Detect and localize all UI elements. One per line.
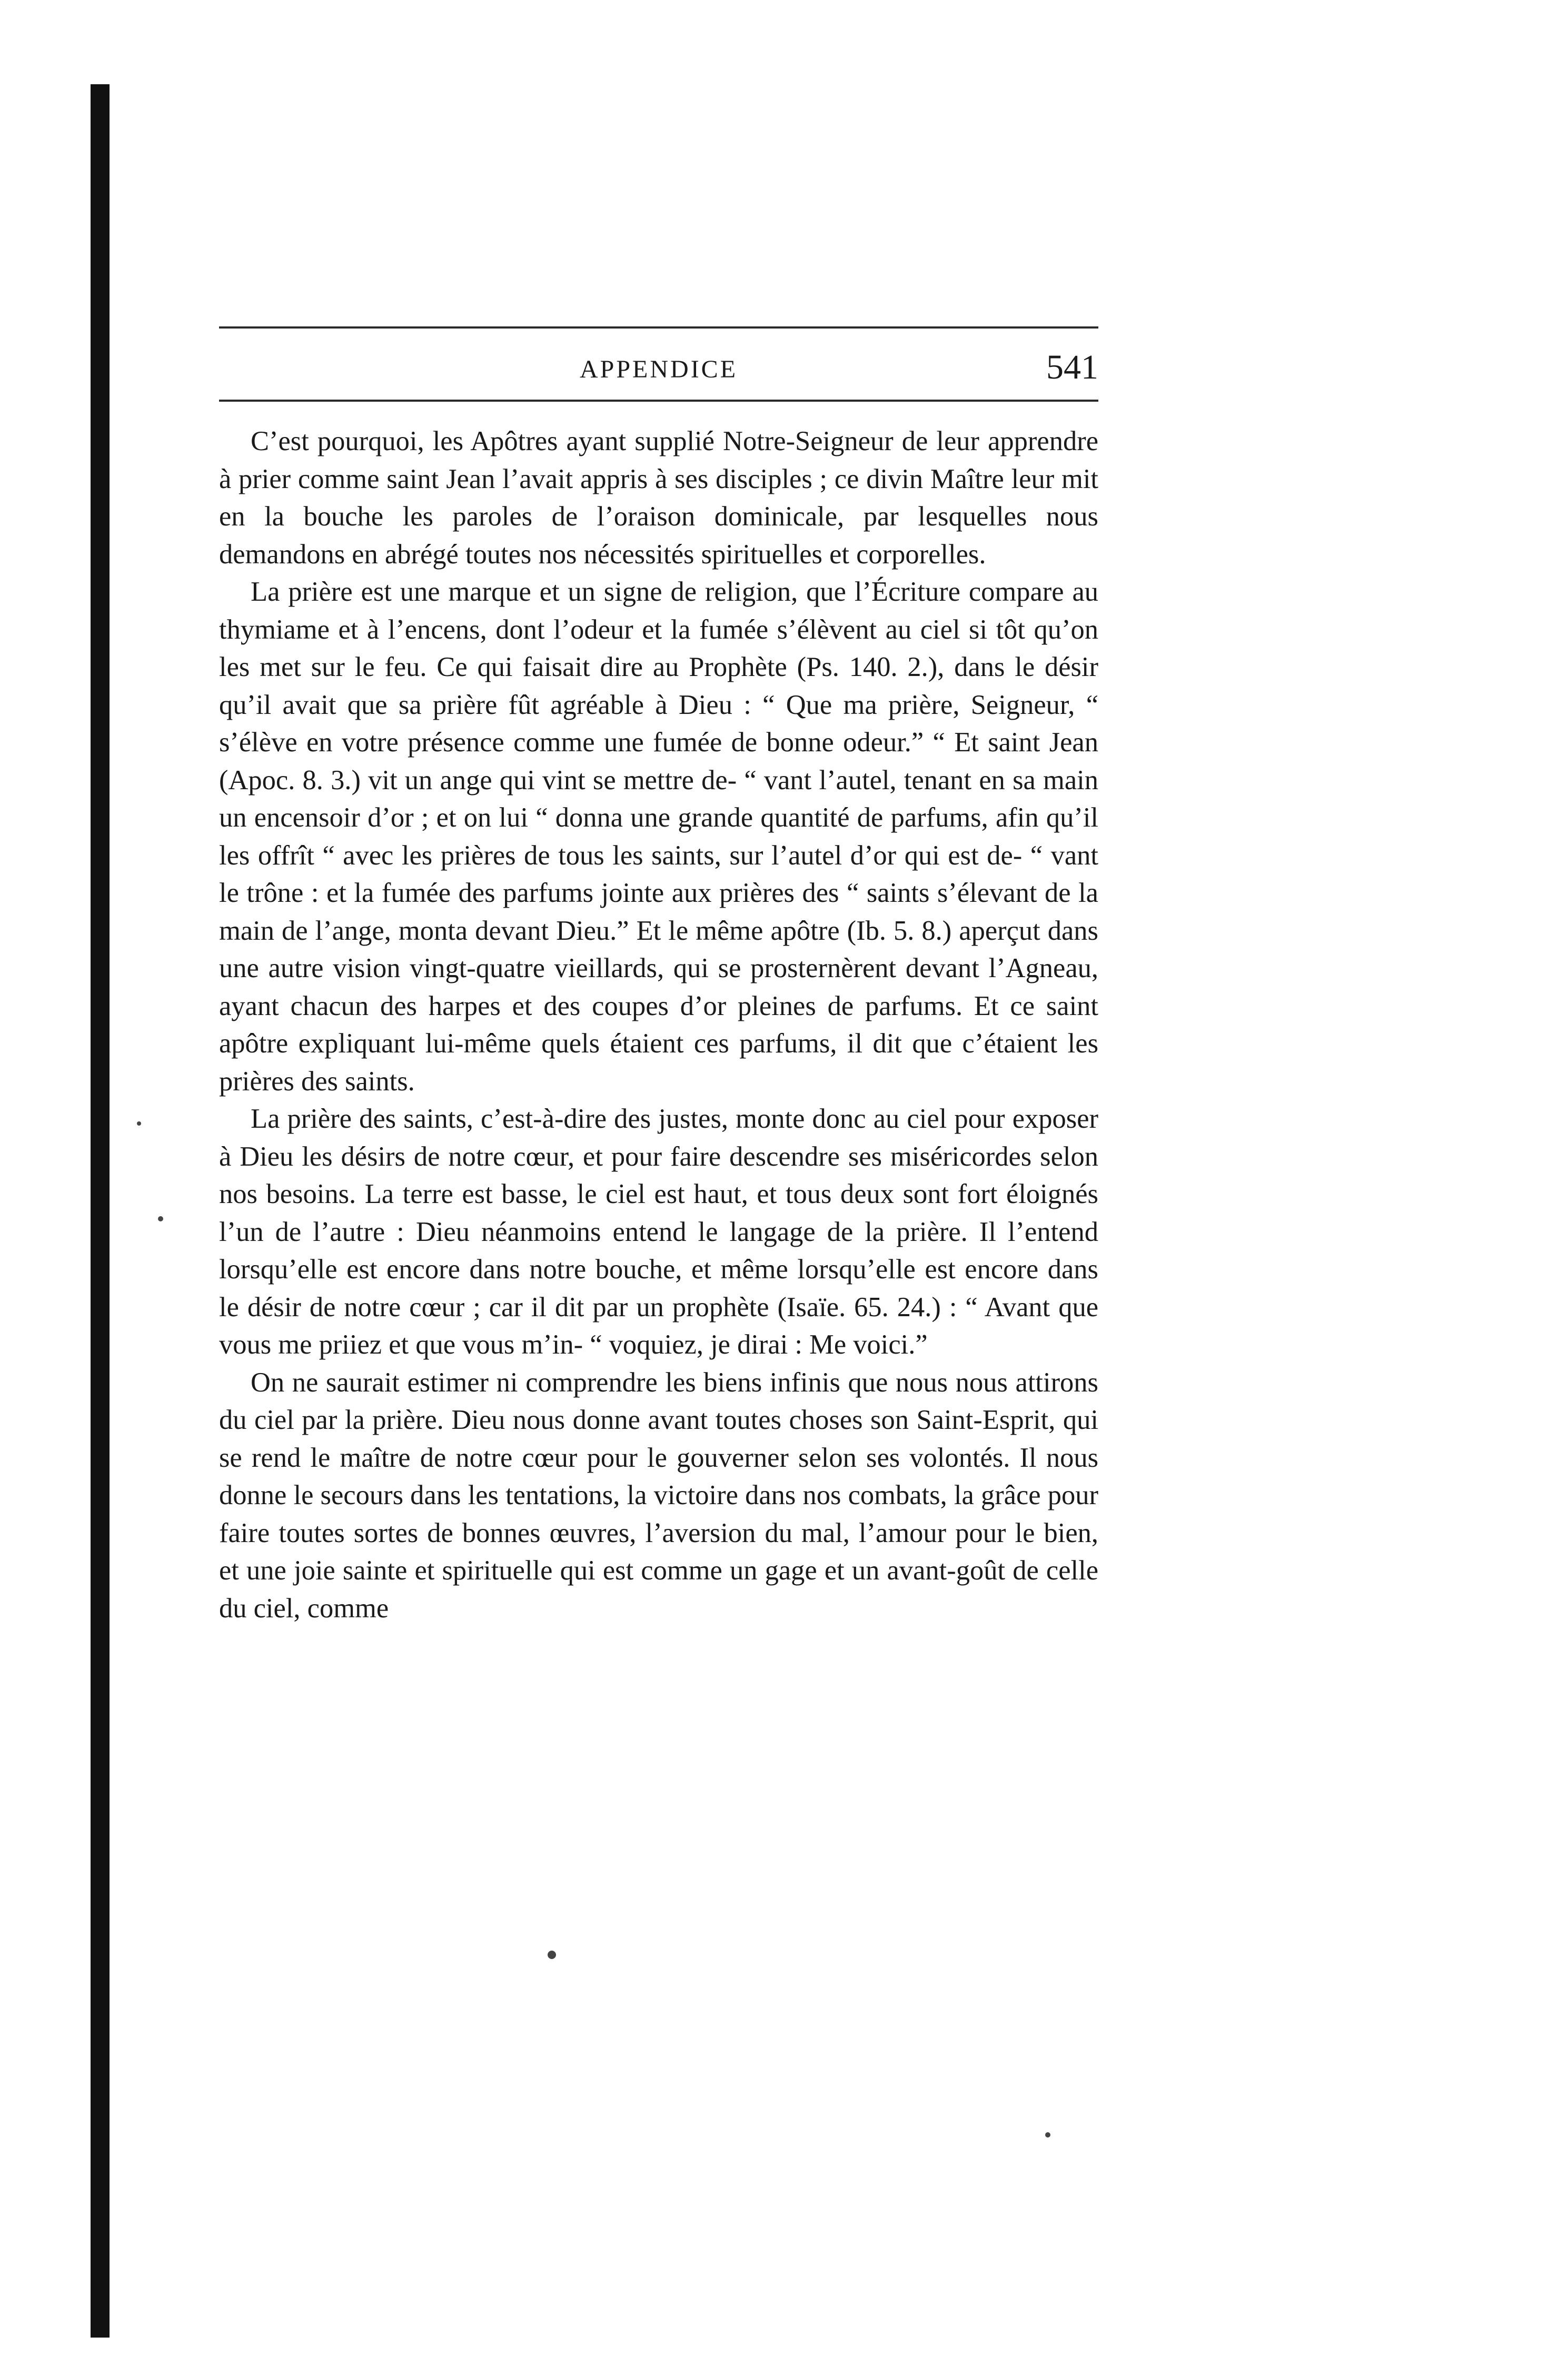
running-header [219,329,1098,400]
paragraph: C’est pourquoi, les Apôtres ayant supplié Notre-Seigneur de leur apprendre à prier comme saint Jean l’avait appris à ses disciples ; ce divin Maître leur mit en la bouche les paroles de l’oraison dominicale, par lesquelles nous demandons en abrégé toutes nos nécessités spirituelles et corporelles. [219,426,1098,570]
print-speck [548,1951,556,1959]
book-page [219,326,1098,1627]
paragraph: La prière est une marque et un signe de religion, que l’Écriture compare au thymiame et à l’encens, dont l’odeur et la fumée s’élèvent au ciel si tôt qu’on les met sur le feu. Ce qui faisait dire au Prophète (Ps. 140. 2.), dans le désir qu’il avait que sa prière fût agréable à Dieu : “ Que ma prière, Seigneur, “ s’élève en votre présence comme une fumée de bonne odeur.” “ Et saint Jean (Apoc. 8. 3.) vit un ange qui vint se mettre de- “ vant l’autel, tenant en sa main un encensoir d’or ; et on lui “ donna une grande quantité de parfums, afin qu’il les offrît “ avec les prières de tous les saints, sur l’autel d’or qui est de- “ vant le trône : et la fumée des parfums jointe aux prières des “ saints s’élevant de la main de l’ange, monta devant Dieu.” Et le même apôtre (Ib. 5. 8.) aperçut dans une autre vision vingt-quatre vieillards, qui se prosternèrent devant l’Agneau, ayant chacun des harpes et des coupes d’or pleines de parfums. Et ce saint apôtre expliquant lui-même quels étaient ces parfums, il dit que c’étaient les prières des saints. [219,576,1098,1097]
print-speck [137,1121,141,1126]
paragraph: On ne saurait estimer ni comprendre les biens infinis que nous nous attirons du ciel par la prière. Dieu nous donne avant toutes choses son Saint-Esprit, qui se rend le maître de notre cœur pour le gouverner selon ses volontés. Il nous donne le secours dans les tentations, la victoire dans nos combats, la grâce pour faire toutes sortes de bonnes œuvres, l’aversion du mal, l’amour pour le bien, et une joie sainte et spirituelle qui est comme un gage et un avant-goût de celle du ciel, comme [219,1367,1098,1624]
header-bottom-rule [219,400,1098,402]
paragraph: La prière des saints, c’est-à-dire des justes, monte donc au ciel pour exposer à Dieu les désirs de notre cœur, et pour faire descendre ses miséricordes selon nos besoins. La terre est basse, le ciel est haut, et tous deux sont fort éloignés l’un de l’autre : Dieu néanmoins entend le langage de la prière. Il l’entend lorsqu’elle est encore dans notre bouche, et même lorsqu’elle est encore dans le désir de notre cœur ; car il dit par un prophète (Isaïe. 65. 24.) : “ Avant que vous me priiez et que vous m’in- “ voquiez, je dirai : Me voici.” [219,1104,1098,1360]
body-text [219,423,1098,1627]
binding-edge [91,84,110,2338]
running-title: APPENDICE [579,355,738,383]
print-speck [1045,2132,1050,2138]
print-speck [158,1216,163,1221]
page-number: 541 [1046,348,1098,386]
